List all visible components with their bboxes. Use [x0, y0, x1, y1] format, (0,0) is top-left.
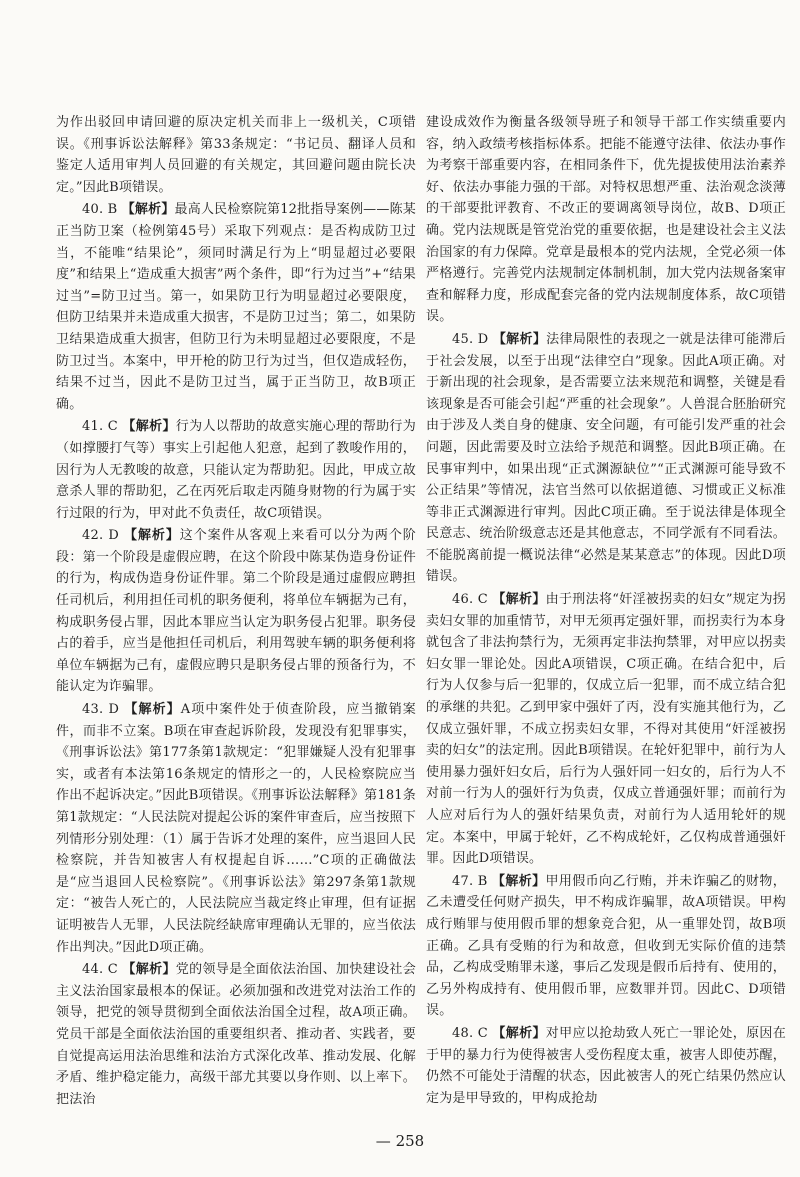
answer-text: 法律局限性的表现之一就是法律可能滞后于社会发展，以至于出现“法律空白”现象。因此A项正确。对于新出现的社会现象，是否需要立法来规范和调整，关键是看该现象是否可能会引起“严重的社会现象”。人兽混合胚胎研究由于涉及人类自身的健康、安全问题，有可能引发严重的社会问题，因此需要及时立法给予规范和调整。因此B项正确。在民事审判中，如果出现“正式渊源缺位”“正式渊源可能导致不公正结果”等情况，法官当然可以依据道德、习惯或正义标准等非正式渊源进行审判。因此C项正确。至于说法律是体现全民意志、统治阶级意志还是其他意志，不同学派有不同看法。不能脱离前提一概说法律“必然是某某意志”的体现。因此D项错误。	[426, 331, 786, 585]
analysis-tag: 【解析】	[122, 962, 176, 978]
analysis-tag: 【解析】	[492, 873, 546, 889]
answer-label: 47. B	[452, 873, 493, 889]
answer-text: A项中案件处于侦查阶段，应当撤销案件，而非不立案。B项在审查起诉阶段，发现没有犯罪事实，《刑事诉讼法》第177条第1款规定：“犯罪嫌疑人没有犯罪事实，或者有本法第16条规定的情形之一的，人民检察院应当作出不起诉决定。”因此B项错误。《刑事诉讼法解释》第181条第1款规定：“人民法院对提起公诉的案件审查后，应当按照下列情形分别处理：（1）属于告诉才处理的案件，应当退回人民检察院，并告知被害人有权提起自诉……”C项的正确做法是“应当退回人民检察院”。《刑事诉讼法》第297条第1款规定：“被告人死亡的，人民法院应当裁定终止审理，但有证据证明被告人无罪，人民法院经缺席审理确认无罪的，应当依法作出判决。”因此D项正确。	[56, 702, 416, 955]
answer-paragraph	[56, 416, 416, 524]
answer-label: 43. D	[82, 702, 125, 718]
answer-paragraph	[56, 959, 416, 1110]
answer-paragraph	[56, 699, 416, 958]
answer-paragraph	[426, 329, 786, 588]
answer-label: 48. C	[452, 1025, 493, 1041]
answer-label: 46. C	[452, 592, 493, 608]
analysis-tag: 【解析】	[492, 592, 546, 608]
answer-paragraph	[56, 199, 416, 415]
answer-paragraph	[426, 1023, 786, 1109]
analysis-tag: 【解析】	[122, 419, 176, 435]
left-column	[56, 112, 416, 1110]
answer-paragraph: 为作出驳回申请回避的原决定机关而非上一级机关，C项错误。《刑事诉讼法解释》第33条规定：“书记员、翻译人员和鉴定人适用审判人员回避的有关规定，其回避问题由院长决定。”因此B项错误。	[56, 115, 416, 195]
answer-label: 41. C	[82, 419, 123, 435]
answer-paragraph	[426, 589, 786, 870]
answer-text: 甲用假币向乙行贿，并未诈骗乙的财物，乙未遭受任何财产损失，甲不构成诈骗罪，故A项错误。甲构成行贿罪与使用假币罪的想象竞合犯，从一重罪处罚，故B项正确。乙具有受贿的行为和故意，但收到无实际价值的违禁品，乙构成受贿罪未遂，事后乙发现是假币后持有、使用的，乙另外构成持有、使用假币罪，应数罪并罚。因此C、D项错误。	[426, 873, 786, 1019]
answer-text: 对甲应以抢劫致人死亡一罪论处，原因在于甲的暴力行为使得被害人受伤程度太重，被害人即使苏醒，仍然不可能处于清醒的状态，因此被害人的死亡结果仍然应认定为是甲导致的，甲构成抢劫	[426, 1025, 786, 1106]
answer-label: 44. C	[82, 962, 123, 978]
answer-text: 最高人民检察院第12批指导案例——陈某正当防卫案（检例第45号）采取下列观点：是否构成防卫过当，不能唯“结果论”，须同时满足行为上“明显超过必要限度”和结果上“造成重大损害”两个条件，即“行为过当”+“结果过当”=防卫过当。第一，如果防卫行为明显超过必要限度，但防卫结果并未造成重大损害，不是防卫过当；第二，如果防卫结果造成重大损害，但防卫行为未明显超过必要限度，不是防卫过当。本案中，甲开枪的防卫行为过当，但仅造成轻伤，结果不过当，因此不是防卫过当，属于正当防卫，故B项正确。	[56, 202, 416, 412]
page-number: — 258	[375, 1132, 425, 1150]
answer-text: 由于刑法将“奸淫被拐卖的妇女”规定为拐卖妇女罪的加重情节，对甲无须再定强奸罪，而拐卖行为本身就包含了非法拘禁行为，无须再定非法拘禁罪，对甲应以拐卖妇女罪一罪论处。因此A项错误，C项正确。在结合犯中，后行为人仅参与后一犯罪的，仅成立后一犯罪，而不成立结合犯的承继的共犯。乙到甲家中强奸了丙，没有实施其他行为，乙仅成立强奸罪，不成立拐卖妇女罪，不得对其使用“奸淫被拐卖的妇女”的法定刑。因此B项错误。在轮奸犯罪中，前行为人使用暴力强奸妇女后，后行为人强奸同一妇女的，后行为人不对前一行为人的强奸行为负责，仅成立普通强奸罪；而前行为人应对后行为人的强奸结果负责，对前行为人适用轮奸的规定。本案中，甲属于轮奸，乙不构成轮奸，乙仅构成普通强奸罪。因此D项错误。	[426, 592, 786, 867]
answer-text: 行为人以帮助的故意实施心理的帮助行为（如撑腰打气等）事实上引起他人犯意，起到了教唆作用的，因行为人无教唆的故意，只能认定为帮助犯。因此，甲成立故意杀人罪的帮助犯，乙在丙死后取走丙随身财物的行为属于实行过限的行为，甲对此不负责任，故C项错误。	[56, 419, 416, 521]
answer-text: 这个案件从客观上来看可以分为两个阶段：第一个阶段是虚假应聘，在这个阶段中陈某伪造身份证件的行为，构成伪造身份证件罪。第二个阶段是通过虚假应聘担任司机后，利用担任司机的职务便利，将单位车辆据为己有，构成职务侵占罪，因此本罪应当认定为职务侵占犯罪。职务侵占的着手，应当是他担任司机后，利用驾驶车辆的职务便利将单位车辆据为己有，虚假应聘只是职务侵占罪的预备行为，不能认定为诈骗罪。	[56, 528, 416, 695]
answer-label: 42. D	[82, 528, 125, 544]
right-column	[426, 112, 786, 1109]
answer-paragraph	[56, 525, 416, 698]
answer-paragraph	[426, 871, 786, 1022]
answer-paragraph: 建设成效作为衡量各级领导班子和领导干部工作实绩重要内容，纳入政绩考核指标体系。把能不能遵守法律、依法办事作为考察干部重要内容，在相同条件下，优先提拔使用法治素养好、依法办事能力强的干部。对特权思想严重、法治观念淡薄的干部要批评教育、不改正的要调离领导岗位，故B、D项正确。党内法规既是管党治党的重要依据，也是建设社会主义法治国家的有力保障。党章是最根本的党内法规，全党必须一体严格遵行。完善党内法规制定体制机制，加大党内法规备案审查和解释力度，形成配套完备的党内法规制度体系，故C项错误。	[426, 115, 786, 325]
analysis-tag: 【解析】	[121, 202, 175, 218]
analysis-tag: 【解析】	[492, 331, 547, 347]
analysis-tag: 【解析】	[124, 528, 180, 544]
answer-label: 40. B	[82, 202, 122, 218]
analysis-tag: 【解析】	[124, 702, 181, 718]
answer-label: 45. D	[452, 331, 493, 347]
answer-text: 党的领导是全面依法治国、加快建设社会主义法治国家最根本的保证。必须加强和改进党对法治工作的领导，把党的领导贯彻到全面依法治国全过程，故A项正确。党员干部是全面依法治国的重要组织者、推动者、实践者，要自觉提高运用法治思维和法治方式深化改革、推动发展、化解矛盾、维护稳定能力，高级干部尤其要以身作则、以上率下。把法治	[56, 962, 416, 1107]
analysis-tag: 【解析】	[492, 1025, 546, 1041]
